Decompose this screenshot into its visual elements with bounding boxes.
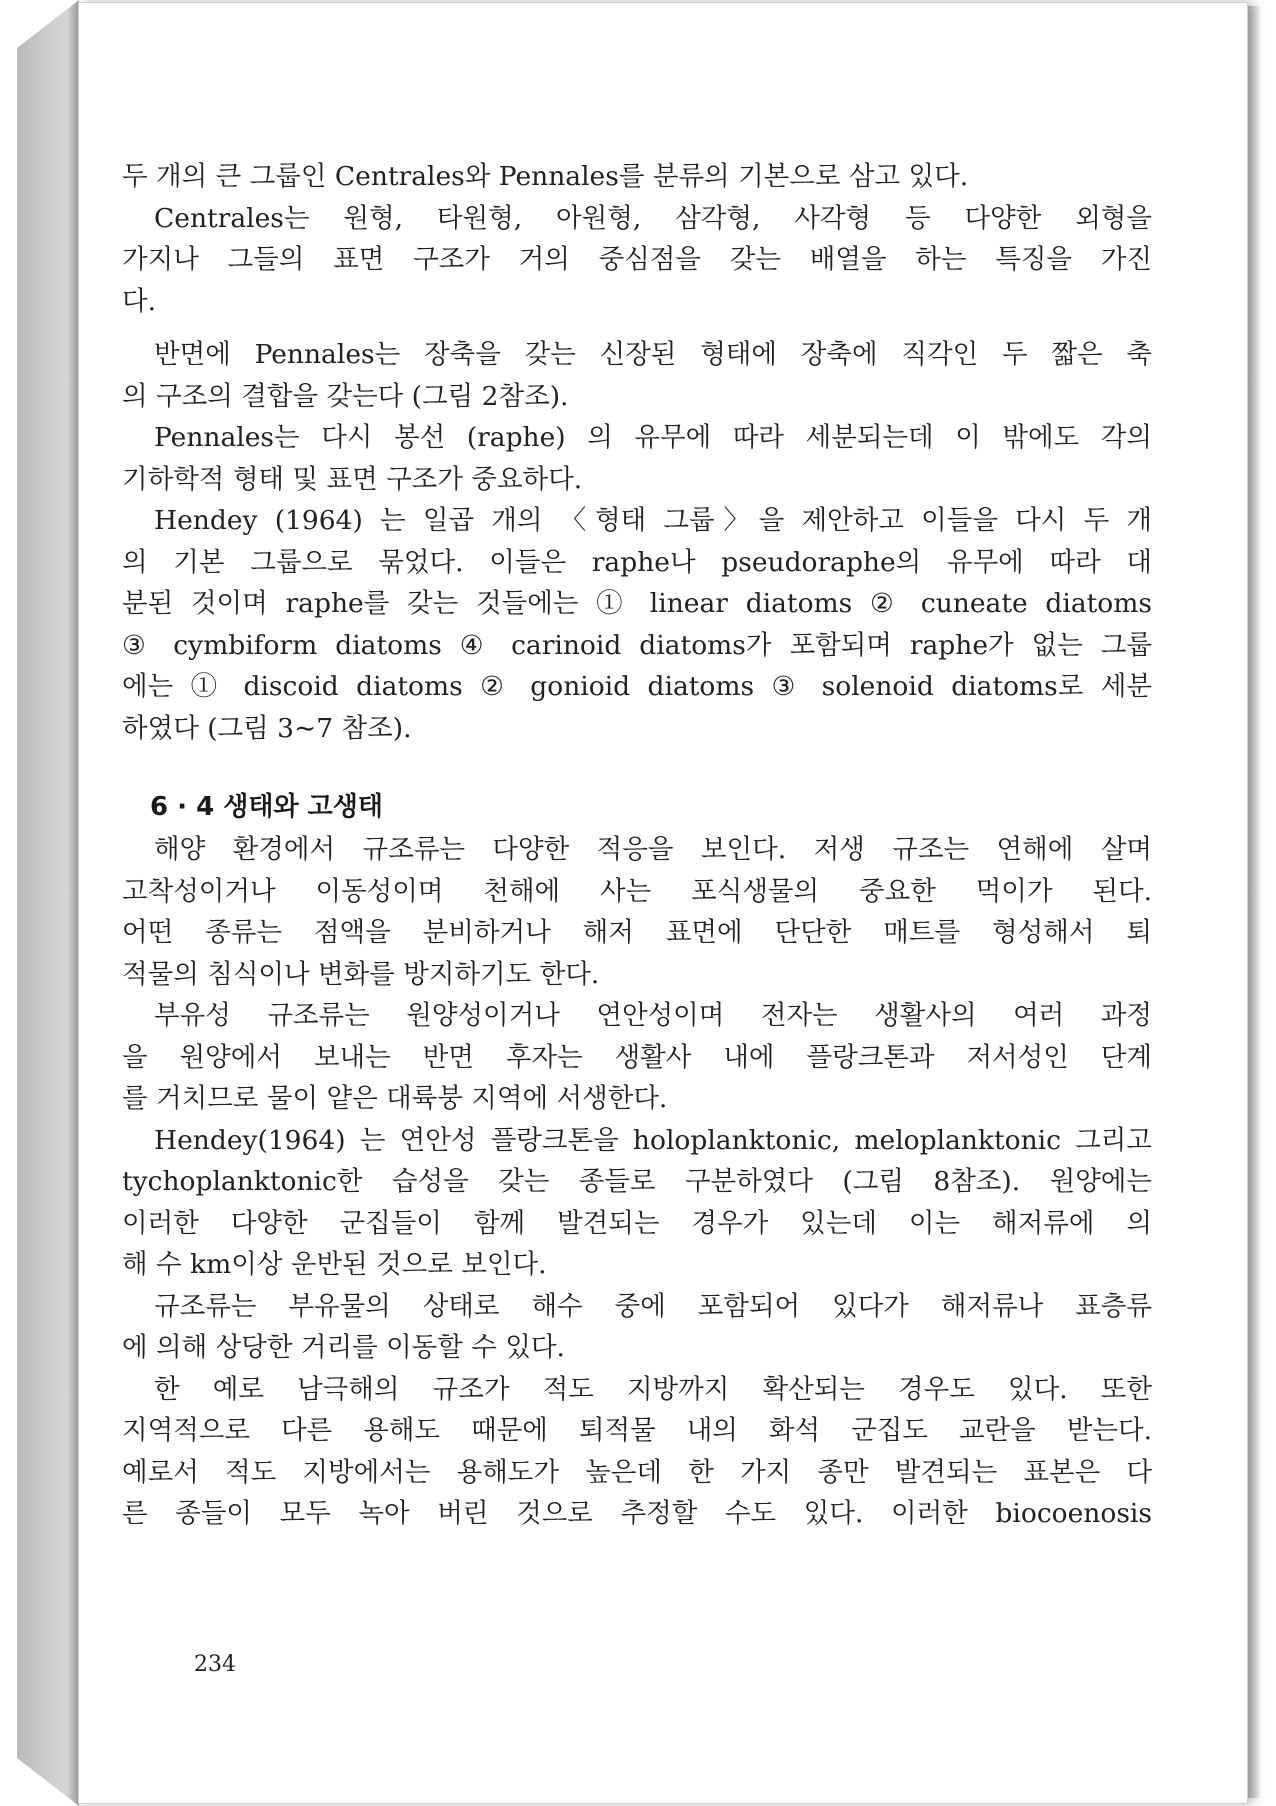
text-line: 예로서 적도 지방에서는 용해도가 높은데 한 가지 종만 발견되는 표본은 다 bbox=[122, 1456, 1152, 1488]
text-line: 한 예로 남극해의 규조가 적도 지방까지 확산되는 경우도 있다. 또한 bbox=[154, 1373, 1152, 1405]
text-line: 부유성 규조류는 원양성이거나 연안성이며 전자는 생활사의 여러 과정 bbox=[154, 1000, 1152, 1031]
text-line: 의 기본 그룹으로 묶었다. 이들은 raphe나 pseudoraphe의 유무에 따라 대 bbox=[122, 546, 1152, 578]
text-line: 분된 것이며 raphe를 갖는 것들에는 ① linear diatoms ② cuneate diatoms bbox=[122, 588, 1152, 619]
text-line: 반면에 Pennales는 장축을 갖는 신장된 형태에 장축에 직각인 두 짧은 축 bbox=[154, 339, 1152, 370]
page-number: 234 bbox=[194, 1652, 236, 1677]
text-line: 을 원양에서 보내는 반면 후자는 생활사 내에 플랑크톤과 저서성인 단계 bbox=[122, 1041, 1152, 1073]
text-line: Hendey (1964) 는 일곱 개의 〈형태 그룹〉을 제안하고 이들을 다시 두 개 bbox=[154, 505, 1152, 536]
text-line: Centrales는 원형, 타원형, 아원형, 삼각형, 사각형 등 다양한 외형을 bbox=[154, 202, 1152, 234]
text-line: Pennales는 다시 봉선 (raphe) 의 유무에 따라 세분되는데 이 밖에도 각의 bbox=[154, 422, 1152, 453]
page-body-text bbox=[122, 156, 1152, 1535]
text-line: 하였다 (그림 3∼7 참조). bbox=[122, 712, 412, 744]
text-line: 어떤 종류는 점액을 분비하거나 해저 표면에 단단한 매트를 형성해서 퇴 bbox=[122, 917, 1152, 948]
book-spine bbox=[17, 0, 79, 1806]
text-line: 규조류는 부유물의 상태로 해수 중에 포함되어 있다가 해저류나 표층류 bbox=[154, 1290, 1152, 1322]
text-line: 해양 환경에서 규조류는 다양한 적응을 보인다. 저생 규조는 연해에 살며 bbox=[154, 834, 1152, 865]
text-line: 이러한 다양한 군집들이 함께 발견되는 경우가 있는데 이는 해저류에 의 bbox=[122, 1207, 1152, 1239]
section-heading: 6 · 4 생태와 고생태 bbox=[150, 792, 383, 822]
text-line: 른 종들이 모두 녹아 버린 것으로 추정할 수도 있다. 이러한 biocoenosis bbox=[122, 1498, 1152, 1529]
book-spine-top-corner bbox=[17, 0, 79, 48]
text-line: 를 거치므로 물이 얕은 대륙붕 지역에 서생한다. bbox=[122, 1083, 668, 1114]
text-line: 가지나 그들의 표면 구조가 거의 중심점을 갖는 배열을 하는 특징을 가진 bbox=[122, 244, 1152, 275]
text-line: 지역적으로 다른 용해도 때문에 퇴적물 내의 화석 군집도 교란을 받는다. bbox=[122, 1415, 1152, 1446]
text-line: 두 개의 큰 그룹인 Centrales와 Pennales를 분류의 기본으로 삼고 있다. bbox=[122, 161, 969, 192]
text-line: 의 구조의 결합을 갖는다 (그림 2참조). bbox=[122, 380, 569, 412]
text-line: ③ cymbiform diatoms ④ carinoid diatoms가 포함되며 raphe가 없는 그룹 bbox=[122, 629, 1152, 661]
text-line: 에는 ① discoid diatoms ② gonioid diatoms ③ solenoid diatoms로 세분 bbox=[122, 671, 1152, 702]
text-line: Hendey(1964) 는 연안성 플랑크톤을 holoplanktonic, meloplanktonic 그리고 bbox=[154, 1124, 1152, 1156]
text-line: 고착성이거나 이동성이며 천해에 사는 포식생물의 중요한 먹이가 된다. bbox=[122, 875, 1152, 907]
text-line: 기하학적 형태 및 표면 구조가 중요하다. bbox=[122, 463, 583, 495]
book-spine-bottom-corner bbox=[17, 1758, 79, 1806]
text-line: 적물의 침식이나 변화를 방지하기도 한다. bbox=[122, 958, 600, 990]
text-line: tychoplanktonic한 습성을 갖는 종들로 구분하였다 (그림 8참조). 원양에는 bbox=[122, 1166, 1152, 1197]
page-edge-shadow bbox=[1246, 6, 1260, 1798]
text-line: 다. bbox=[122, 285, 157, 317]
text-line: 해 수 km이상 운반된 것으로 보인다. bbox=[122, 1249, 547, 1280]
text-line: 에 의해 상당한 거리를 이동할 수 있다. bbox=[122, 1332, 565, 1363]
